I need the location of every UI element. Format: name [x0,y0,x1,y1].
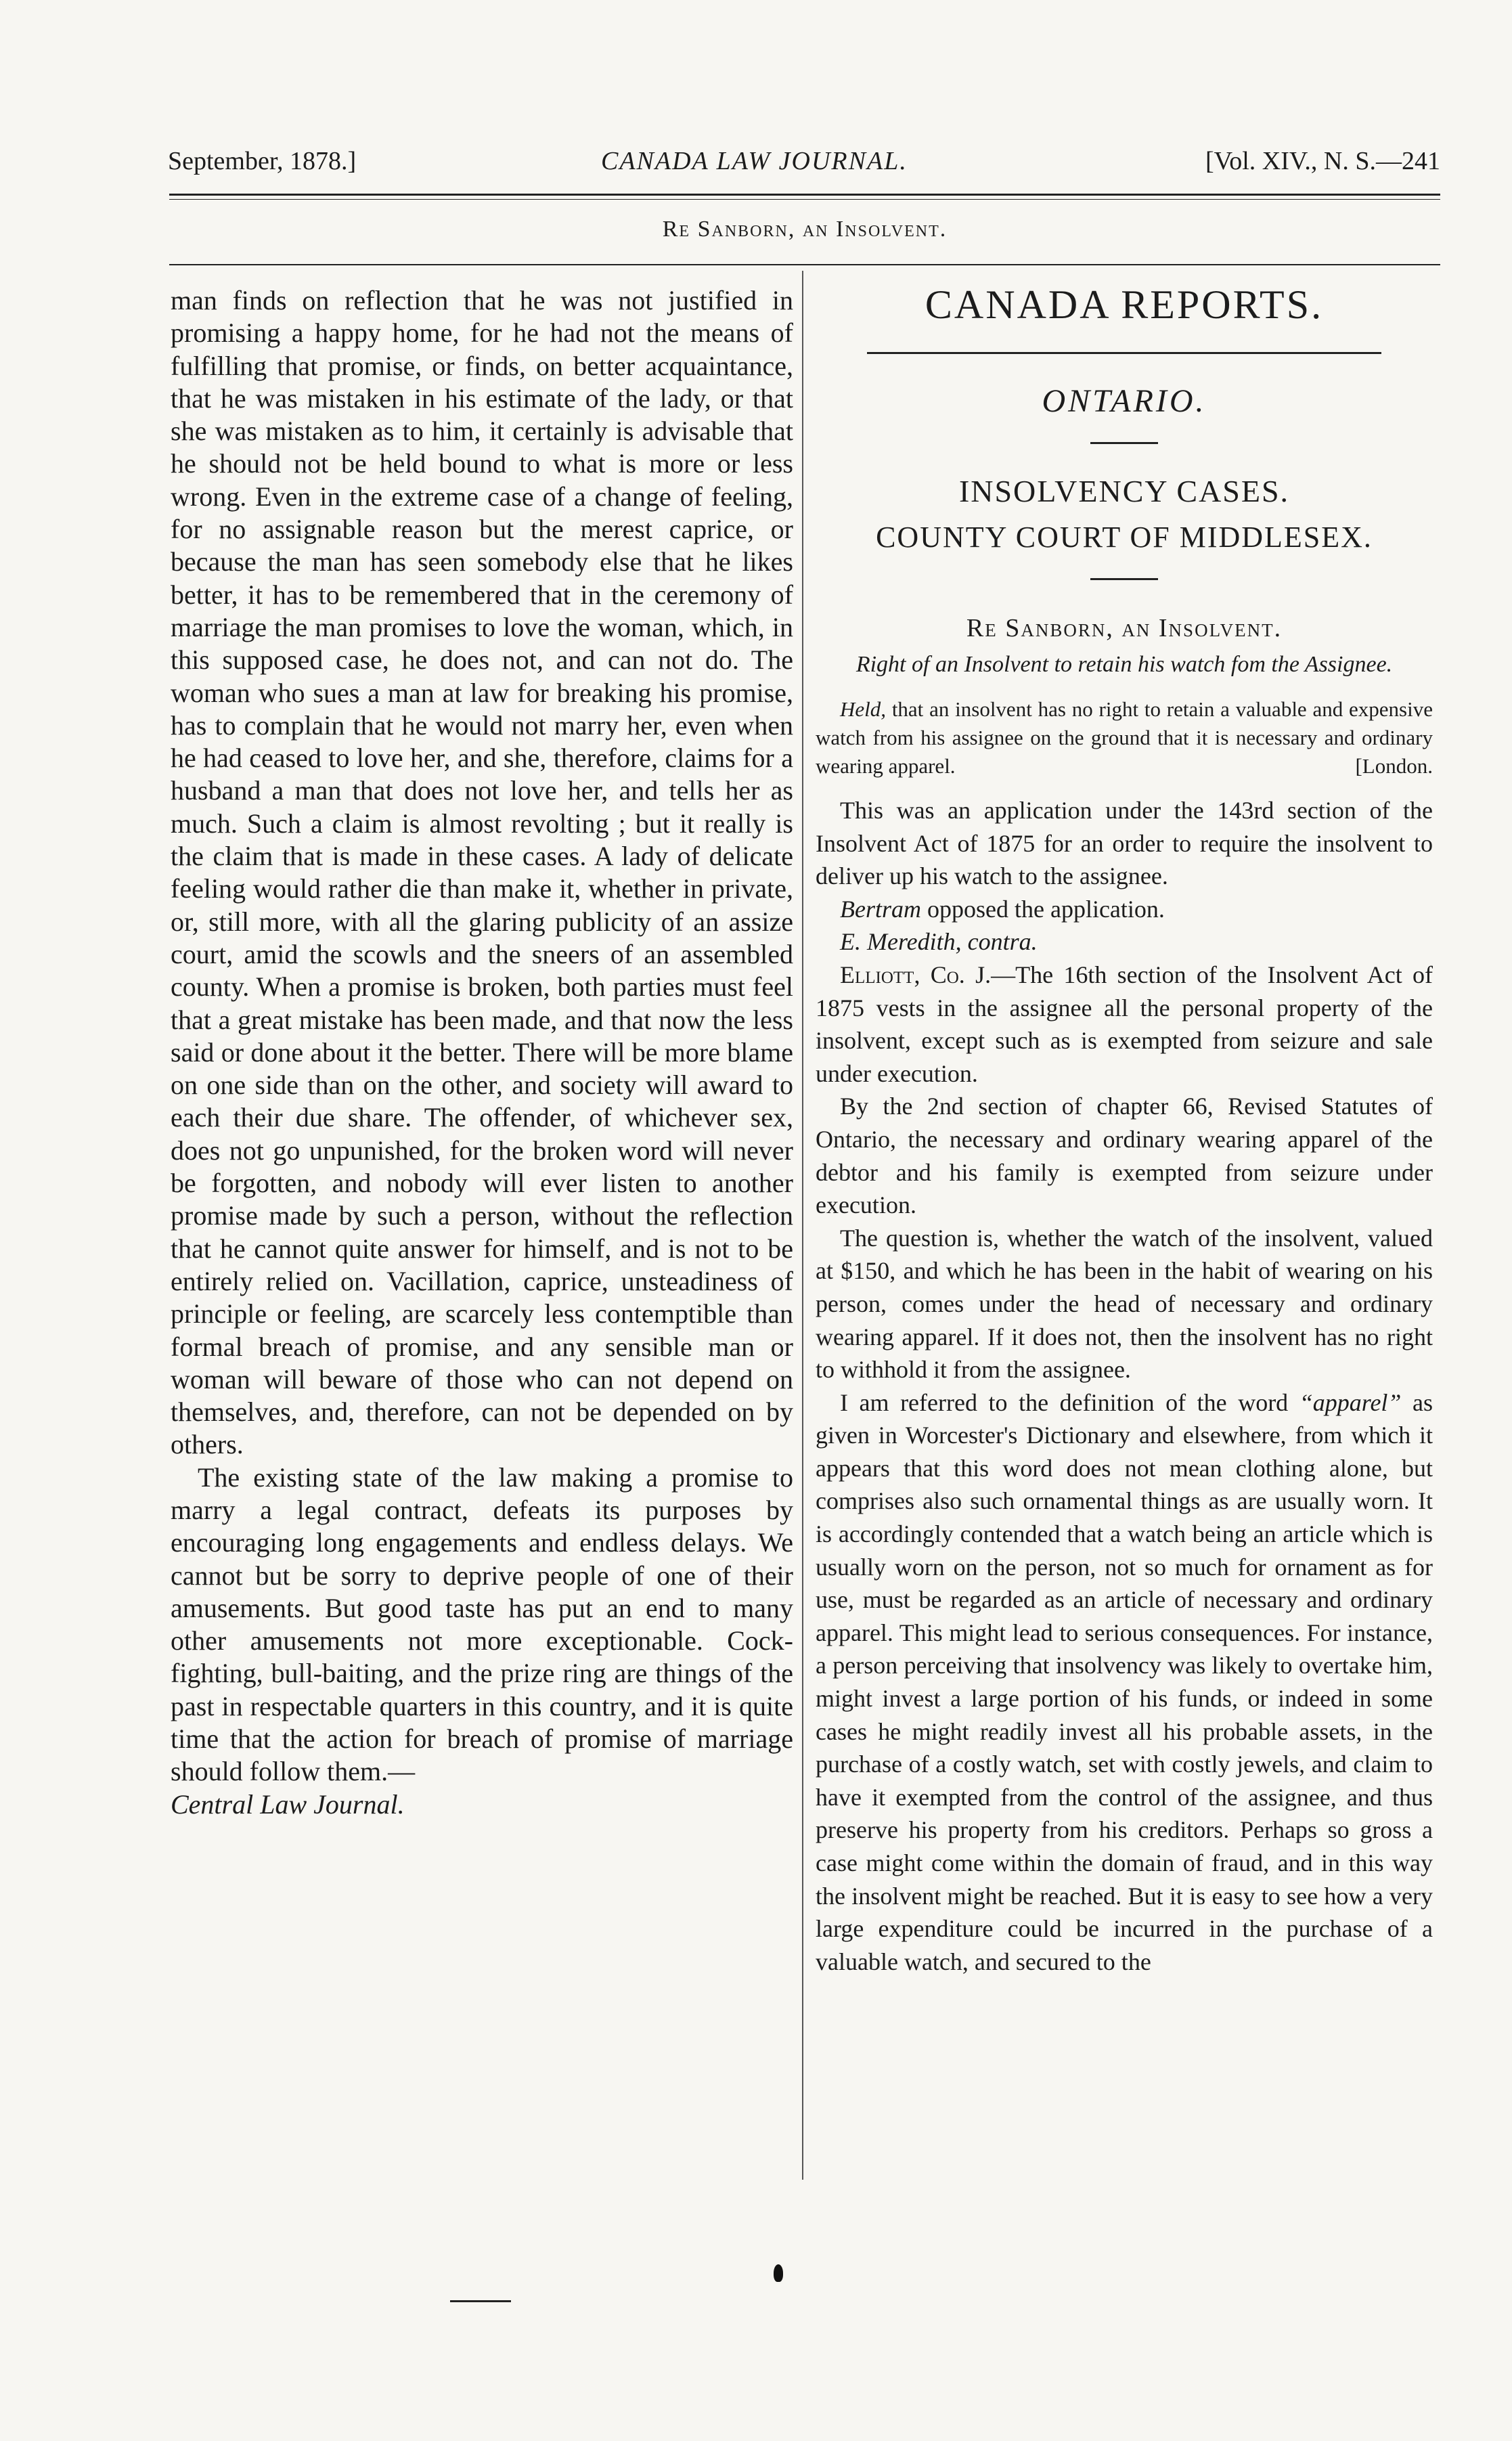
paragraph-4-rest: as given in Worcester's Dictionary and elsewhere, from which it appears that this word does not mean clothing alone, but comprises also such ornamental things as are usually worn. It is accordingly contended that a watch being an article which is usually worn on the person, not so much for ornament as for use, must be regarded as an article of necessary and ordinary apparel. This might lead to serious consequences. For instance, a person perceiving that insolvency was likely to overtake him, might invest a large portion of his funds, or indeed in some cases he might readily invest all his probable assets, in the purchase of a costly watch, set with costly jewels, and claim to have it exempted from the control of the assignee, and thus preserve his property from his creditors. Perhaps so gross a case might come within the domain of fraud, and in this way the insolvent might be reached. But it is easy to see how a very large expenditure could be incurred in the purchase of a valuable watch, and secured to the [816,1388,1433,1975]
case-name: Re Sanborn, an Insolvent. [966,614,1283,642]
header-date: September, 1878.] [168,147,357,175]
left-column [171,284,793,2241]
held-label: Held, [840,697,887,721]
ink-mark [774,2264,783,2282]
counsel-2-name: E. Meredith, [840,928,962,956]
court-heading: COUNTY COURT OF MIDDLESEX. [876,521,1373,554]
apparel-word: “apparel” [1299,1388,1402,1416]
column-divider [802,271,803,2180]
paragraph-4-start: I am referred to the definition of the word [840,1388,1289,1416]
counsel-line-2 [816,925,1433,959]
judgment-paragraph-4 [816,1386,1433,1979]
case-title: Right of an Insolvent to retain his watch fom the Assignee. [855,652,1393,677]
held-place: [London. [1355,754,1433,778]
header-journal-title: CANADA LAW JOURNAL. [601,147,908,175]
counsel-line-1 [816,893,1433,926]
judgment-body [816,794,1433,1978]
reports-rule [867,352,1381,354]
section-heading: INSOLVENCY CASES. [958,474,1290,508]
short-rule-2 [1090,578,1158,580]
header-volume-page: [Vol. XIV., N. S.—241 [1205,147,1440,175]
counsel-1-text: opposed the application. [927,895,1165,923]
reports-title: CANADA REPORTS. [925,282,1324,327]
judgment-paragraph-2: By the 2nd section of chapter 66, Revised Statutes of Ontario, the necessary and ordinary wearing apparel of the debtor and his family is exempted from seizure under execution. [816,1093,1433,1219]
held-text: that an insolvent has no right to retain a valuable and expensive watch from his assignee on the ground that it is necessary and ordinary wearing apparel. [816,697,1433,778]
judgment-paragraph-1 [816,959,1433,1090]
judge-name: Elliott, Co. J. [840,961,992,988]
left-paragraph-2 [171,1461,793,1821]
header-rule [169,194,1440,196]
counsel-1-name: Bertram [840,895,921,923]
short-rule [1090,442,1158,444]
counsel-2-text: contra. [967,928,1038,956]
running-head: Re Sanborn, an Insolvent. [662,217,948,242]
right-column [816,278,1433,2396]
running-head-rule [169,264,1440,265]
judgment-paragraph-3: The question is, whether the watch of the insolvent, valued at $150, and which he has been in the habit of wearing on his person, comes under the head of necessary and ordinary wearing apparel. If it does not, then the insolvent has no right to withhold it from the assignee. [816,1224,1433,1384]
judgment-opening: —The 16th section of the Insolvent Act of 1875 vests in the assignee all the personal property of the insolvent, except such as is exempted from seizure and sale under execution. [816,961,1433,1087]
left-paragraph-2-text: The existing state of the law making a promise to marry a legal contract, defeats its purposes by encouraging long engagements and endless delays. We cannot but be sorry to deprive people of one of their amusements. But good taste has put an end to many other amusements not more exceptionable. Cock-fighting, bull-baiting, and the prize ring are things of the past in respectable quarters in this country, and it is quite time that the action for breach of promise of marriage should follow them.— [171,1461,793,1787]
intro-paragraph: This was an application under the 143rd section of the Insolvent Act of 1875 for an order to require the insolvent to deliver up his watch to the assignee. [816,797,1433,890]
page-header [168,141,1440,188]
province-heading: ONTARIO. [1042,383,1207,419]
article-end-rule [450,2300,511,2302]
headnote [816,695,1433,780]
left-paragraph-1: man finds on reflection that he was not justified in promising a happy home, for he had not the means of fulfilling that promise, or finds, on better acquaintance, that he was mistaken in his estimate of the lady, or that she was mistaken as to him, it certainly is advisable that he should not be held bound to what is more or less wrong. Even in the extreme case of a change of feeling, for no assignable reason but the merest caprice, or because the man has seen somebody else that he likes better, it has to be remembered that in the ceremony of marriage the man promises to love the woman, which, in this supposed case, he does not, and can not do. The woman who sues a man at law for breaking his promise, has to complain that he would not marry her, even when he had ceased to love her, and she, therefore, claims for a husband a man that does not love her, and tells her as much. Such a claim is almost revolting ; but it really is the claim that is made in these cases. A lady of delicate feeling would rather die than make it, whether in private, or, still more, with all the glaring publicity of an assize court, amid the scowls and the sneers of an assembled county. When a promise is broken, both parties must feel that a great mistake has been made, and that now the less said or done about it the better. There will be more blame on one side than on the other, and society will award to each their due share. The offender, of whichever sex, does not go unpunished, for the broken word will never be forgotten, and nobody will ever listen to another promise made by such a person, without the reflection that he cannot quite answer for himself, and is not to be entirely relied on. Vacillation, caprice, unsteadiness of principle or feeling, are scarcely less contemptible than formal breach of promise, and any sensible man or woman will beware of those who can not depend on themselves, and, therefore, can not be depended on by others. [171,285,793,1460]
article-source: Central Law Journal. [171,1788,405,1820]
header-rule-thin [169,199,1440,200]
